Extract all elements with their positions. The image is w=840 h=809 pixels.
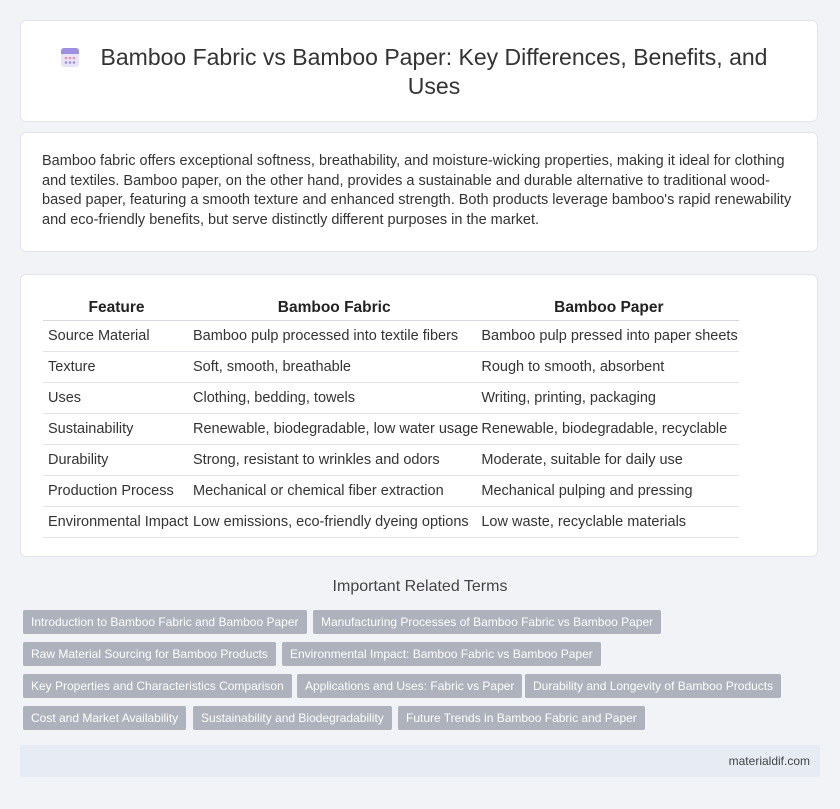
table-cell-bamboo-fabric: Strong, resistant to wrinkles and odors	[190, 445, 478, 476]
page-title: Bamboo Fabric vs Bamboo Paper: Key Differences, Benefits, and Uses	[100, 44, 768, 99]
related-term-tag[interactable]: Introduction to Bamboo Fabric and Bamboo Paper	[23, 610, 307, 634]
table-cell-feature: Environmental Impact	[43, 507, 190, 538]
calendar-icon	[60, 45, 80, 69]
table-header-row	[43, 297, 739, 321]
related-term-tag[interactable]: Cost and Market Availability	[23, 706, 186, 730]
table-row	[43, 383, 739, 414]
table-cell-bamboo-fabric: Low emissions, eco-friendly dyeing options	[190, 507, 478, 538]
table-row	[43, 445, 739, 476]
table-cell-bamboo-paper: Writing, printing, packaging	[478, 383, 739, 414]
related-term-tag[interactable]: Environmental Impact: Bamboo Fabric vs Bamboo Paper	[282, 642, 601, 666]
related-term-tag[interactable]: Future Trends in Bamboo Fabric and Paper	[398, 706, 645, 730]
related-term-tag[interactable]: Sustainability and Biodegradability	[193, 706, 392, 730]
related-term-tag[interactable]: Durability and Longevity of Bamboo Products	[525, 674, 781, 698]
table-cell-bamboo-fabric: Soft, smooth, breathable	[190, 352, 478, 383]
comparison-table-card	[20, 274, 818, 557]
related-term-tag[interactable]: Key Properties and Characteristics Comparison	[23, 674, 292, 698]
related-terms-title: Important Related Terms	[332, 578, 508, 595]
table-cell-feature: Texture	[43, 352, 190, 383]
header-card	[20, 20, 818, 122]
related-term-tag[interactable]: Applications and Uses: Fabric vs Paper	[297, 674, 522, 698]
comparison-table	[43, 297, 739, 538]
table-cell-bamboo-paper: Renewable, biodegradable, recyclable	[478, 414, 739, 445]
table-cell-bamboo-paper: Bamboo pulp pressed into paper sheets	[478, 321, 739, 352]
summary-card	[20, 132, 818, 252]
table-cell-bamboo-paper: Mechanical pulping and pressing	[478, 476, 739, 507]
table-cell-bamboo-fabric: Mechanical or chemical fiber extraction	[190, 476, 478, 507]
related-term-tag[interactable]: Raw Material Sourcing for Bamboo Products	[23, 642, 276, 666]
table-cell-bamboo-fabric: Bamboo pulp processed into textile fibers	[190, 321, 478, 352]
table-row	[43, 507, 739, 538]
footer-site-link[interactable]: materialdif.com	[728, 754, 810, 768]
table-cell-bamboo-fabric: Renewable, biodegradable, low water usage	[190, 414, 478, 445]
table-row	[43, 352, 739, 383]
table-cell-bamboo-fabric: Clothing, bedding, towels	[190, 383, 478, 414]
summary-text: Bamboo fabric offers exceptional softness, breathability, and moisture-wicking properties, making it ideal for clothing and textiles. Bamboo paper, on the other hand, provides a sustainable and durable alternative to traditional wood-based paper, featuring a smooth texture and enhanced strength. Both products leverage bamboo's rapid renewability and eco-friendly benefits, but serve distinctly different purposes in the market.	[42, 153, 792, 228]
table-cell-feature: Durability	[43, 445, 190, 476]
table-row	[43, 414, 739, 445]
table-cell-feature: Sustainability	[43, 414, 190, 445]
table-cell-bamboo-paper: Rough to smooth, absorbent	[478, 352, 739, 383]
table-cell-bamboo-paper: Low waste, recyclable materials	[478, 507, 739, 538]
table-row	[43, 321, 739, 352]
footer	[20, 745, 820, 777]
table-cell-feature: Uses	[43, 383, 190, 414]
column-header-bamboo-paper: Bamboo Paper	[478, 297, 739, 321]
table-cell-bamboo-paper: Moderate, suitable for daily use	[478, 445, 739, 476]
column-header-feature: Feature	[43, 297, 190, 321]
table-cell-feature: Production Process	[43, 476, 190, 507]
table-cell-feature: Source Material	[43, 321, 190, 352]
table-row	[43, 476, 739, 507]
related-term-tag[interactable]: Manufacturing Processes of Bamboo Fabric vs Bamboo Paper	[313, 610, 661, 634]
column-header-bamboo-fabric: Bamboo Fabric	[190, 297, 478, 321]
